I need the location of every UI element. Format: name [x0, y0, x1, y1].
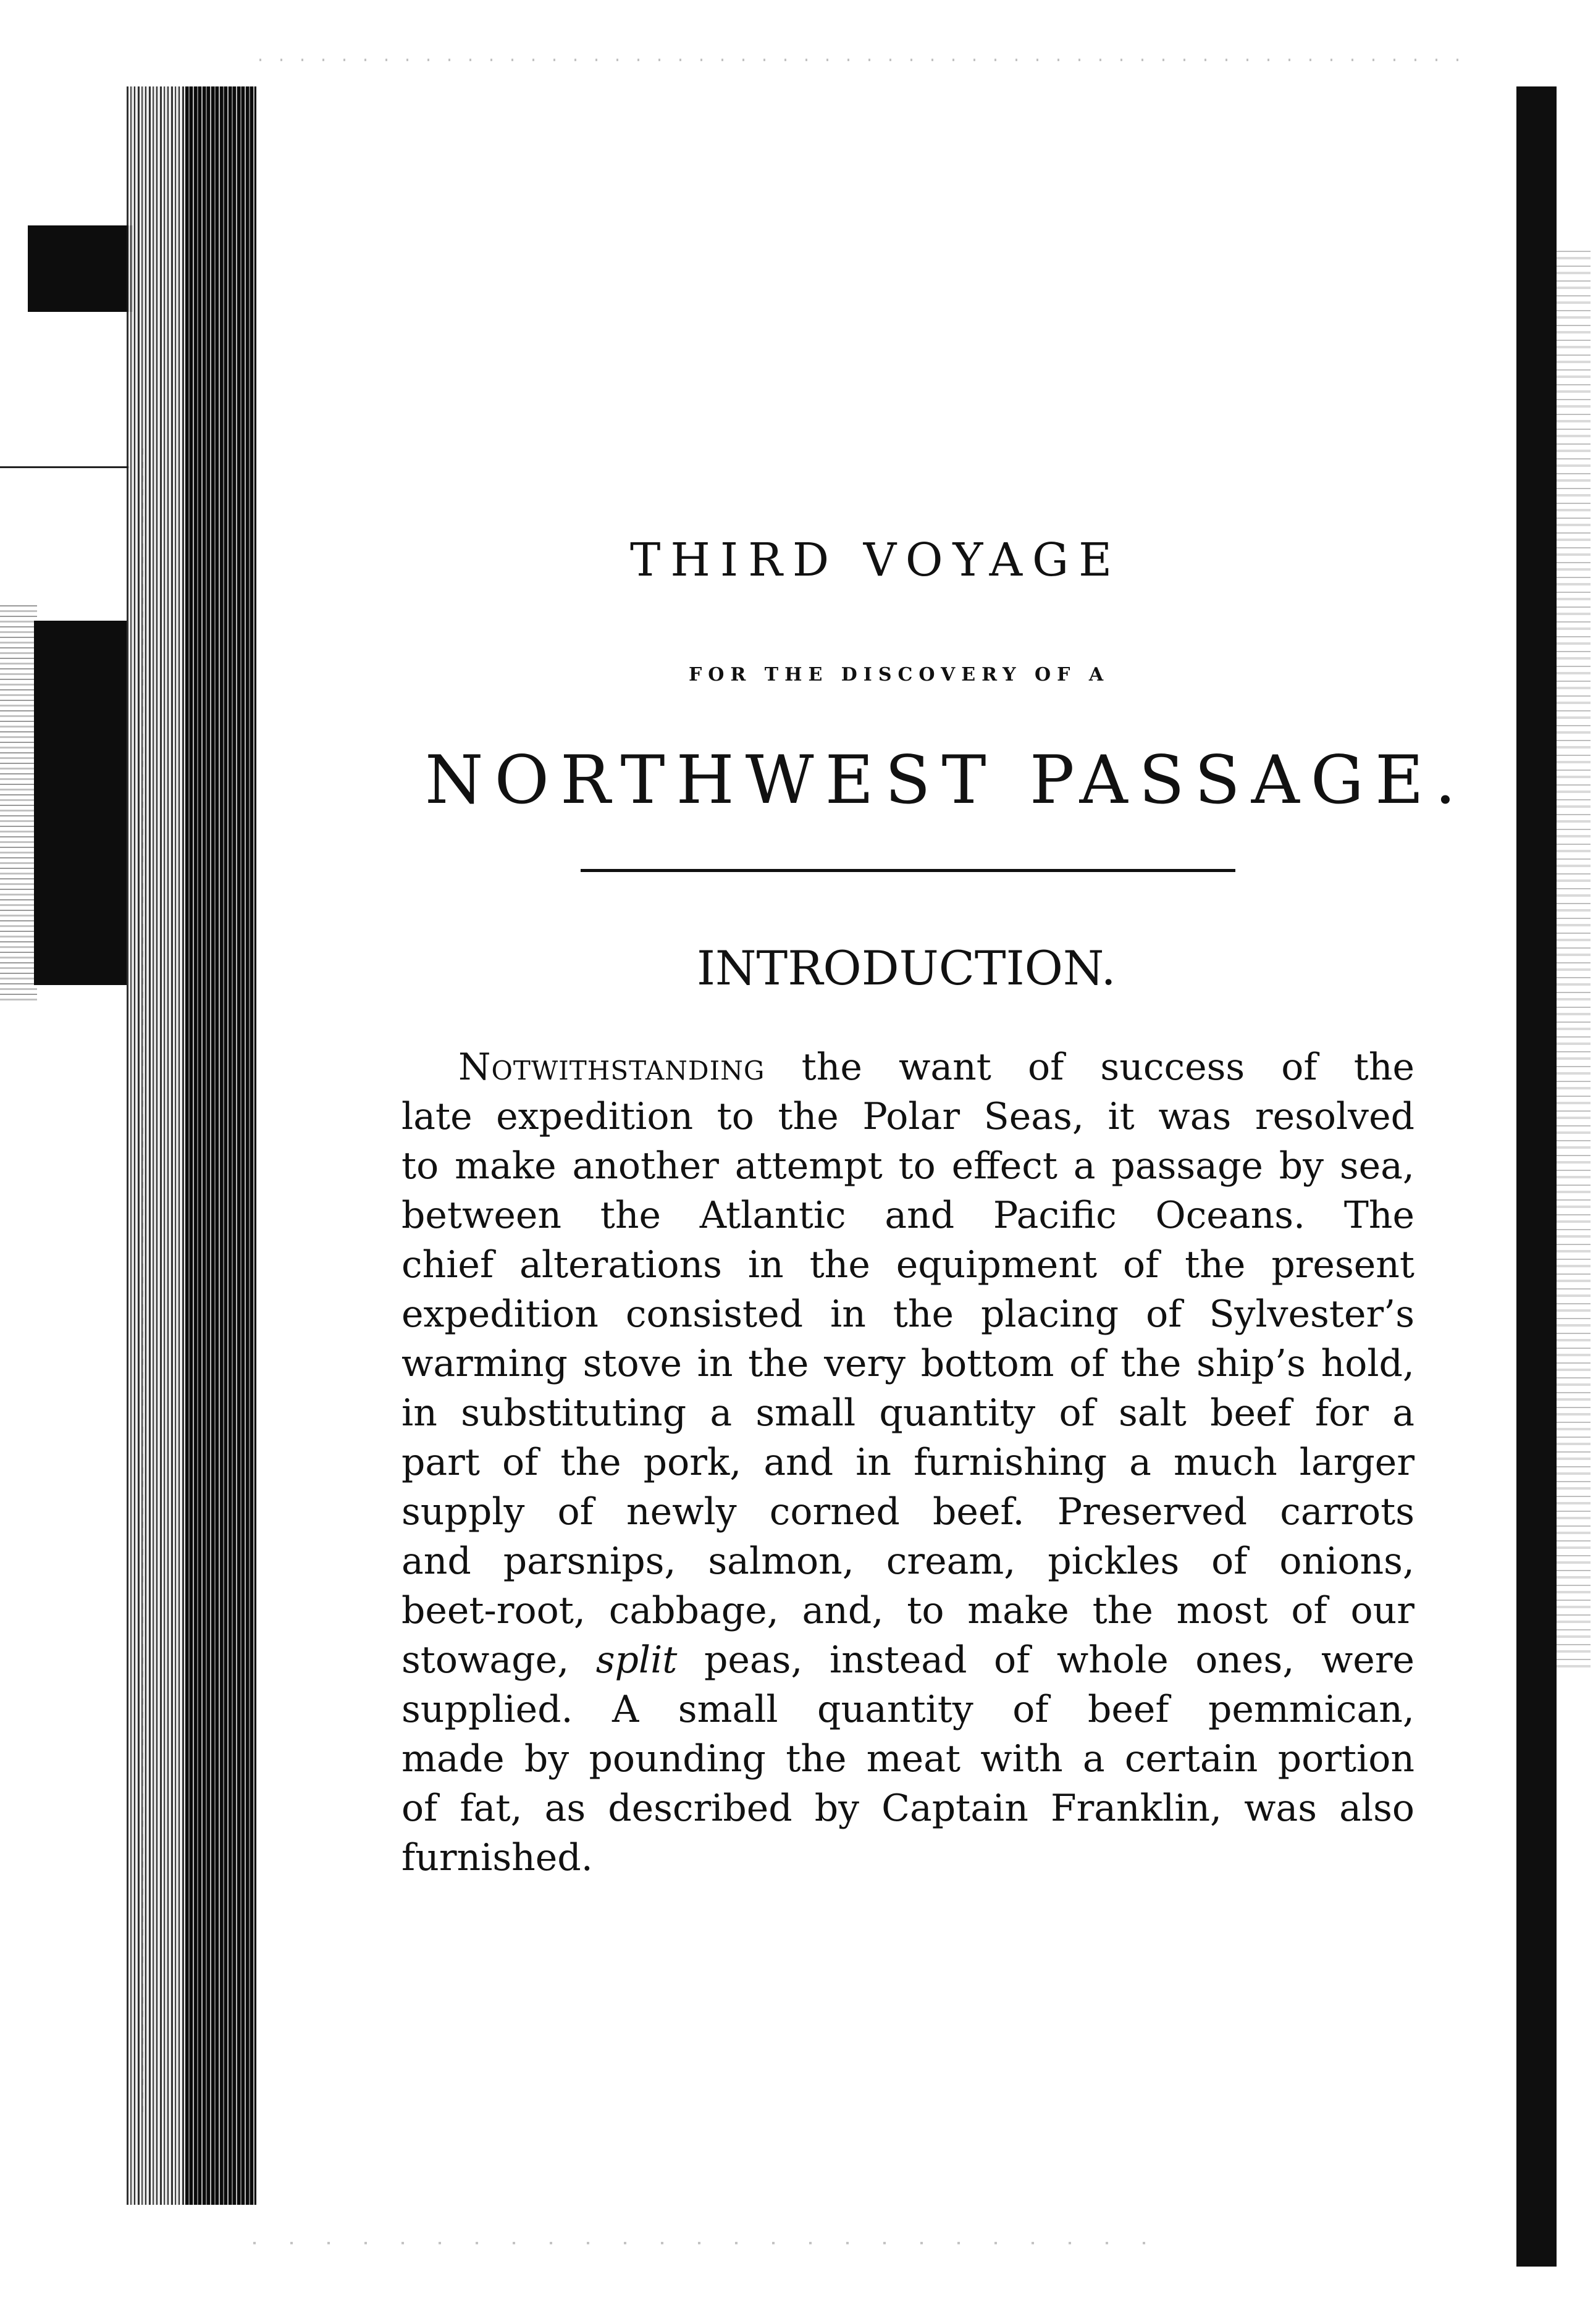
text-line: furnished. — [401, 1836, 593, 1879]
introduction-paragraph — [401, 1042, 1414, 1882]
page-subtitle: FOR THE DISCOVERY OF A — [689, 664, 1110, 686]
text-line: supply of newly corned beef. Preserved carrots — [401, 1490, 1414, 1533]
text-line: stowage, split peas, instead of whole ones, were — [401, 1638, 1415, 1682]
text-line: to make another attempt to effect a passage by sea, — [401, 1144, 1414, 1188]
text-line: Notwithstanding the want of success of the — [458, 1046, 1414, 1089]
page-edge-bar-right — [1516, 86, 1557, 2267]
text-line: in substituting a small quantity of salt beef for a — [401, 1391, 1414, 1435]
text-line: made by pounding the meat with a certain portion — [401, 1737, 1414, 1781]
page-title: THIRD VOYAGE — [630, 534, 1122, 587]
text-line: warming stove in the very bottom of the ship’s hold, — [401, 1342, 1414, 1385]
text-line: late expedition to the Polar Seas, it was resolved — [401, 1095, 1414, 1138]
book-binding-shadow — [185, 86, 256, 2205]
scan-dust-bottom — [253, 2242, 1180, 2244]
section-heading: INTRODUCTION. — [697, 941, 1116, 996]
text-line: supplied. A small quantity of beef pemmican, — [401, 1688, 1414, 1731]
text-line: part of the pork, and in furnishing a much larger — [401, 1441, 1414, 1484]
text-line: of fat, as described by Captain Franklin, was also — [401, 1787, 1414, 1830]
text-line: beet-root, cabbage, and, to make the most of our — [401, 1589, 1414, 1632]
title-divider — [581, 869, 1235, 872]
scan-shadow-block — [28, 225, 133, 312]
text-line: and parsnips, salmon, cream, pickles of onions, — [401, 1540, 1414, 1583]
scan-edge-line — [0, 466, 130, 468]
text-line: expedition consisted in the placing of Sylvester’s — [401, 1293, 1414, 1336]
italic-word: split — [595, 1638, 678, 1682]
scan-dust-top — [259, 59, 1470, 61]
scan-shadow-block — [34, 621, 127, 985]
text-line: between the Atlantic and Pacific Oceans. The — [401, 1194, 1414, 1237]
text-line: chief alterations in the equipment of the present — [401, 1243, 1414, 1286]
scan-edge-noise-left — [0, 605, 37, 1000]
page-title-large: NORTHWEST PASSAGE. — [425, 742, 1468, 819]
drop-word: Notwithstanding — [458, 1046, 765, 1089]
